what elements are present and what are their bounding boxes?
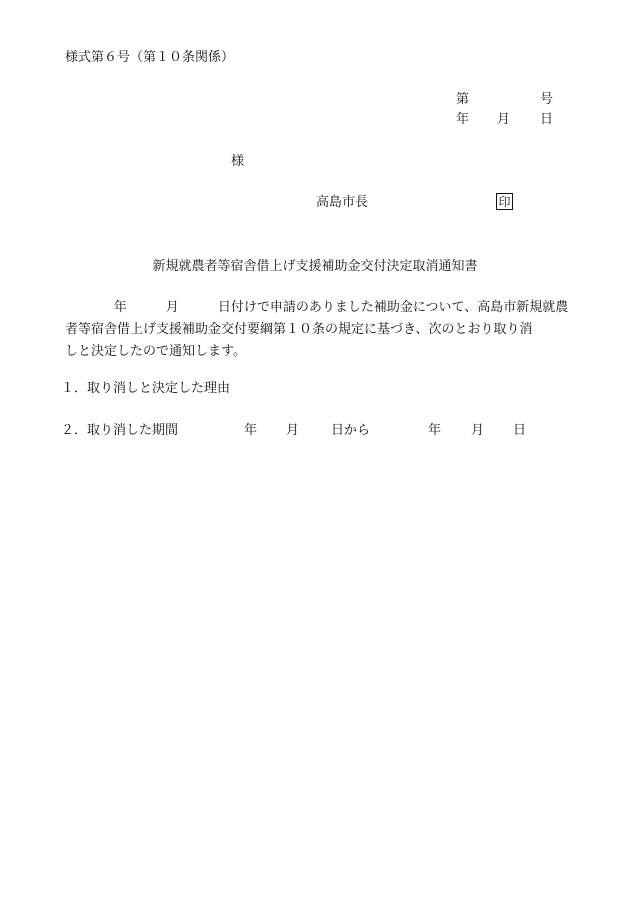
form-number: 様式第６号（第１０条関係） bbox=[65, 50, 235, 65]
item-reason-label: １．取り消しと決定した理由 bbox=[61, 381, 231, 396]
sender-title: 高島市長 bbox=[316, 195, 369, 210]
body-paragraph bbox=[65, 297, 585, 363]
addressee-honorific: 様 bbox=[231, 154, 245, 169]
seal-mark: 印 bbox=[496, 193, 513, 210]
body-line-1-text: 日付けで申請のありました補助金について、高島市新規就農 bbox=[217, 300, 569, 315]
period-from-year: 年 bbox=[244, 423, 258, 438]
period-from-month: 月 bbox=[286, 423, 300, 438]
body-month: 月 bbox=[165, 300, 179, 315]
body-line-2: 者等宿舎借上げ支援補助金交付要綱第１０条の規定に基づき、次のとおり取り消 bbox=[65, 322, 533, 337]
body-year: 年 bbox=[113, 300, 127, 315]
issue-date-day: 日 bbox=[540, 112, 554, 127]
item-period-label: ２．取り消した期間 bbox=[61, 423, 179, 438]
period-to-month: 月 bbox=[471, 423, 485, 438]
body-line-3: しと決定したので通知します。 bbox=[65, 344, 246, 359]
period-to-year: 年 bbox=[428, 423, 442, 438]
body-line-1 bbox=[65, 297, 585, 319]
period-from-day: 日から bbox=[331, 423, 371, 438]
document-number-suffix: 号 bbox=[540, 92, 554, 107]
period-to-day: 日 bbox=[513, 423, 527, 438]
document-number-label: 第 bbox=[456, 92, 470, 107]
document-title: 新規就農者等宿舎借上げ支援補助金交付決定取消通知書 bbox=[152, 259, 478, 274]
issue-date-month: 月 bbox=[497, 112, 511, 127]
issue-date-year: 年 bbox=[456, 112, 470, 127]
